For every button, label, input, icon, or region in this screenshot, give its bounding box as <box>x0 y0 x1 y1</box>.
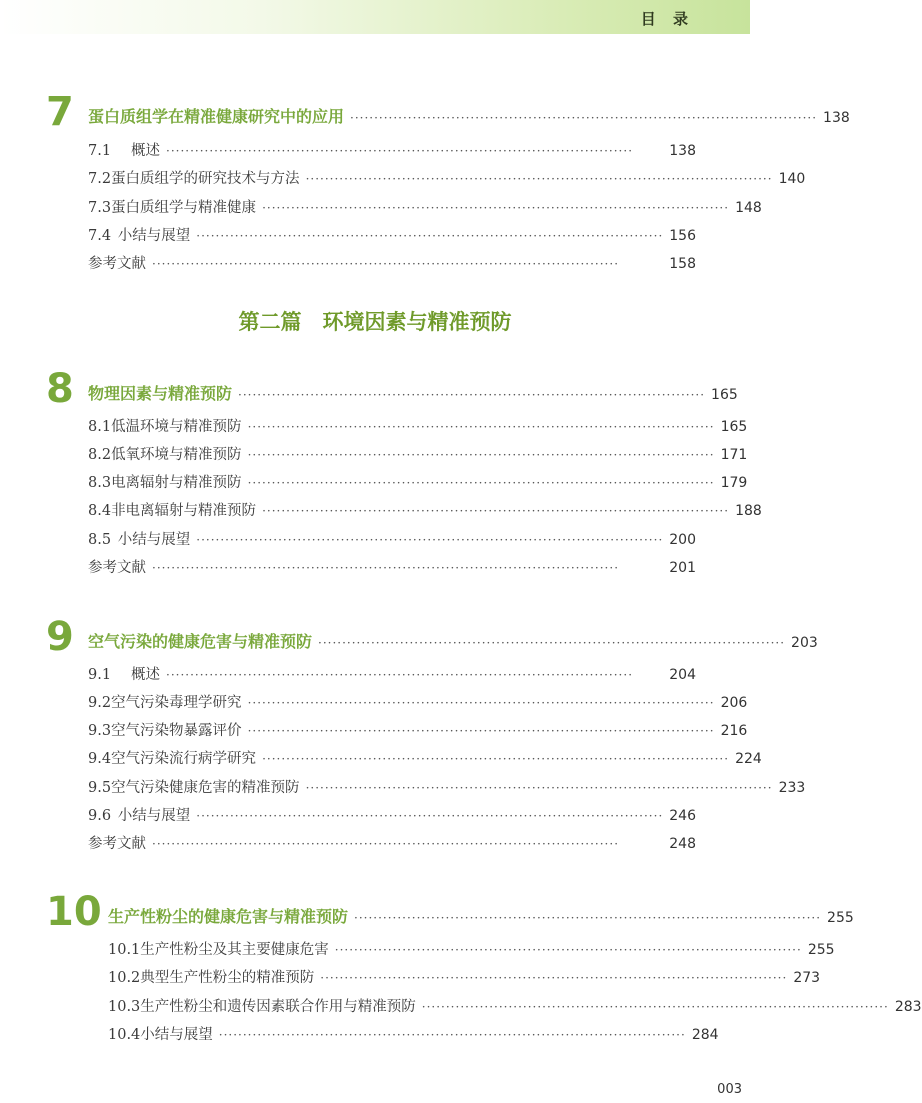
leader-dots: ································································································· <box>238 388 706 402</box>
toc-entry[interactable] <box>88 196 762 217</box>
section-number: 9.2 <box>88 695 112 711</box>
page-number: 138 <box>823 110 850 126</box>
leader-dots: ································································································· <box>247 420 715 434</box>
page-number: 283 <box>894 999 922 1015</box>
page-number: 216 <box>720 723 748 739</box>
toc-chapter-row[interactable] <box>88 629 818 652</box>
toc-entry[interactable] <box>88 776 806 797</box>
section-title: 空气污染毒理学研究 <box>111 695 242 711</box>
page-number: 204 <box>669 667 696 683</box>
page-number: 140 <box>778 171 806 187</box>
leader-dots: ································································································· <box>152 561 620 575</box>
section-title: 生产性粉尘及其主要健康危害 <box>140 942 329 958</box>
section-number: 10.4 <box>108 1027 141 1043</box>
section-number: 9.1 <box>88 667 112 683</box>
section-title: 小结与展望 <box>117 808 191 824</box>
leader-dots: ································································································· <box>247 696 715 710</box>
toc-entry[interactable] <box>88 528 696 549</box>
part-title: 第二篇 环境因素与精准预防 <box>238 310 512 334</box>
leader-dots: ································································································· <box>218 1028 686 1042</box>
chapter-number: 7 <box>46 89 74 135</box>
toc-entry[interactable] <box>88 415 748 436</box>
page-number: 165 <box>720 419 748 435</box>
toc-chapter-row[interactable] <box>88 381 738 404</box>
section-title: 参考文献 <box>88 256 146 272</box>
page-number: 203 <box>791 635 818 651</box>
section-number: 8.4 <box>88 503 112 519</box>
leader-dots: ································································································· <box>334 943 802 957</box>
toc-entry[interactable] <box>88 139 696 160</box>
chapter-title: 生产性粉尘的健康危害与精准预防 <box>108 907 349 926</box>
leader-dots: ································································································· <box>166 668 634 682</box>
page-number: 233 <box>778 780 806 796</box>
leader-dots: ································································································· <box>262 752 730 766</box>
page-number: 206 <box>720 695 748 711</box>
page-number: 273 <box>793 970 821 986</box>
page-number: 171 <box>720 447 748 463</box>
section-title: 蛋白质组学与精准健康 <box>111 200 257 216</box>
section-number: 8.3 <box>88 475 112 491</box>
section-number: 10.1 <box>108 942 141 958</box>
page-number: 148 <box>735 200 762 216</box>
leader-dots: ································································································· <box>152 837 620 851</box>
section-number: 8.5 <box>88 532 112 548</box>
toc-entry[interactable] <box>108 1023 719 1044</box>
page-number: 255 <box>807 942 835 958</box>
page-number: 200 <box>669 532 696 548</box>
leader-dots: ································································································· <box>152 257 620 271</box>
toc-entry[interactable] <box>88 804 696 825</box>
toc-entry-references[interactable] <box>88 832 696 853</box>
leader-dots: ································································································· <box>262 504 730 518</box>
toc-entry[interactable] <box>88 443 748 464</box>
page-number: 158 <box>669 256 696 272</box>
section-number: 10.2 <box>108 970 141 986</box>
page-number: 188 <box>735 503 762 519</box>
section-number: 8.2 <box>88 447 112 463</box>
section-title: 非电离辐射与精准预防 <box>111 503 257 519</box>
page-number: 165 <box>711 387 738 403</box>
section-title: 空气污染物暴露评价 <box>111 723 242 739</box>
page-number: 255 <box>827 910 854 926</box>
section-title: 参考文献 <box>88 560 146 576</box>
section-number: 7.1 <box>88 143 112 159</box>
section-title: 电离辐射与精准预防 <box>111 475 242 491</box>
section-title: 参考文献 <box>88 836 146 852</box>
leader-dots: ································································································· <box>247 476 715 490</box>
toc-entry[interactable] <box>88 747 762 768</box>
toc-entry[interactable] <box>88 691 748 712</box>
toc-entry[interactable] <box>88 663 696 684</box>
leader-dots: ································································································· <box>305 781 773 795</box>
section-title: 生产性粉尘和遗传因素联合作用与精准预防 <box>140 999 416 1015</box>
leader-dots: ································································································· <box>421 1000 889 1014</box>
chapter-title: 空气污染的健康危害与精准预防 <box>88 632 313 651</box>
section-number: 9.3 <box>88 723 112 739</box>
section-number: 7.2 <box>88 171 112 187</box>
leader-dots: ································································································· <box>247 724 715 738</box>
page-number: 246 <box>669 808 696 824</box>
section-title: 低温环境与精准预防 <box>111 419 242 435</box>
page-number: 284 <box>691 1027 719 1043</box>
header-band <box>0 0 750 34</box>
chapter-number: 8 <box>46 366 74 412</box>
toc-chapter-row[interactable] <box>88 104 850 127</box>
section-number: 7.4 <box>88 228 112 244</box>
section-number: 8.1 <box>88 419 112 435</box>
toc-entry[interactable] <box>108 995 922 1016</box>
toc-entry[interactable] <box>88 167 806 188</box>
chapter-number: 9 <box>46 614 74 660</box>
section-number: 9.6 <box>88 808 112 824</box>
toc-entry[interactable] <box>88 471 748 492</box>
leader-dots: ································································································· <box>247 448 715 462</box>
page-number: 179 <box>720 475 748 491</box>
leader-dots: ································································································· <box>318 636 786 650</box>
page-number: 138 <box>669 143 696 159</box>
page-number: 156 <box>669 228 696 244</box>
toc-entry-references[interactable] <box>88 556 696 577</box>
section-title: 小结与展望 <box>117 532 191 548</box>
leader-dots: ································································································· <box>196 229 664 243</box>
page-number: 248 <box>669 836 696 852</box>
chapter-title: 物理因素与精准预防 <box>88 384 233 403</box>
section-title: 蛋白质组学的研究技术与方法 <box>111 171 300 187</box>
page-number: 201 <box>669 560 696 576</box>
section-title: 典型生产性粉尘的精准预防 <box>140 970 315 986</box>
leader-dots: ································································································· <box>166 144 634 158</box>
toc-entry[interactable] <box>108 938 835 959</box>
chapter-number: 10 <box>46 889 102 935</box>
leader-dots: ································································································· <box>196 533 664 547</box>
leader-dots: ································································································· <box>320 971 788 985</box>
toc-entry[interactable] <box>108 966 821 987</box>
chapter-title: 蛋白质组学在精准健康研究中的应用 <box>88 107 345 126</box>
section-title: 低氧环境与精准预防 <box>111 447 242 463</box>
section-title: 空气污染流行病学研究 <box>111 751 257 767</box>
leader-dots: ································································································· <box>262 201 730 215</box>
running-header-title: 目 录 <box>640 10 694 28</box>
page-number: 224 <box>735 751 762 767</box>
section-number: 7.3 <box>88 200 112 216</box>
section-number: 9.4 <box>88 751 112 767</box>
section-number: 9.5 <box>88 780 112 796</box>
toc-entry-references[interactable] <box>88 252 696 273</box>
leader-dots: ································································································· <box>196 809 664 823</box>
toc-entry[interactable] <box>88 224 696 245</box>
section-title: 概述 <box>131 667 160 683</box>
leader-dots: ································································································· <box>305 172 773 186</box>
leader-dots: ································································································· <box>350 111 818 125</box>
leader-dots: ································································································· <box>354 911 822 925</box>
section-title: 空气污染健康危害的精准预防 <box>111 780 300 796</box>
section-title: 小结与展望 <box>117 228 191 244</box>
section-title: 小结与展望 <box>140 1027 213 1043</box>
toc-chapter-row[interactable] <box>108 904 854 927</box>
toc-entry[interactable] <box>88 719 748 740</box>
section-title: 概述 <box>131 143 160 159</box>
toc-entry[interactable] <box>88 499 762 520</box>
section-number: 10.3 <box>108 999 141 1015</box>
page-folio: 003 <box>717 1082 742 1097</box>
